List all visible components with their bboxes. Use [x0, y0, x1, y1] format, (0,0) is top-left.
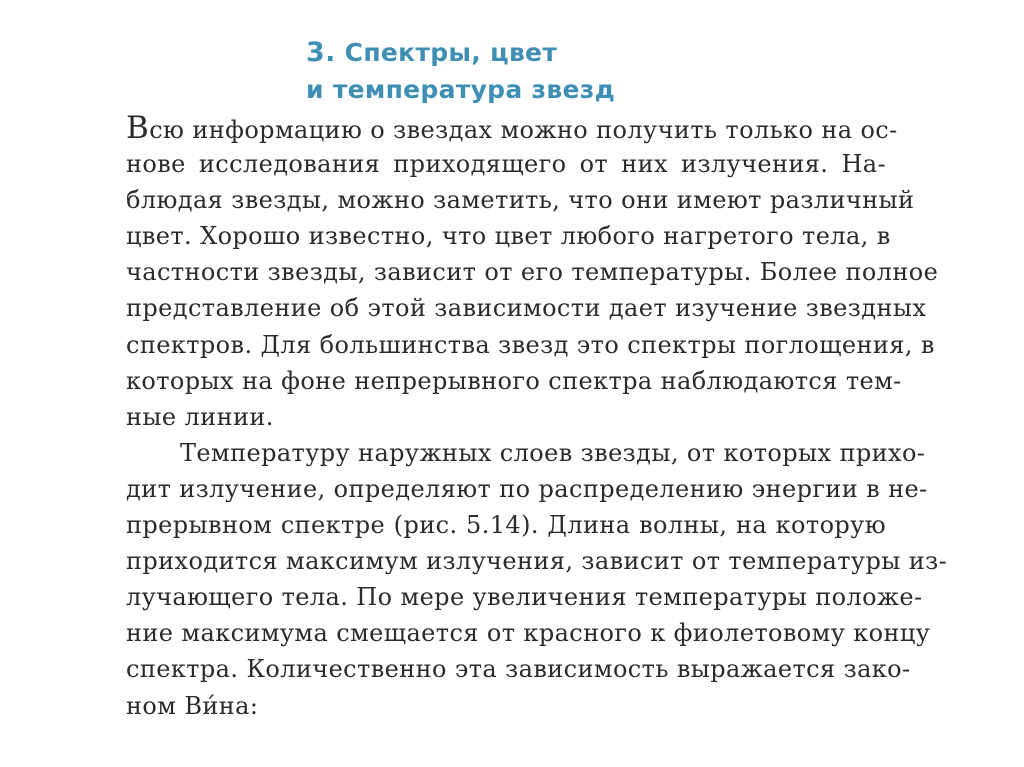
text-line: цвет. Хорошо известно, что цвет любого нагретого тела, в [126, 222, 891, 251]
text-line: блюдая звезды, можно заметить, что они имеют различный [126, 186, 915, 215]
text-line: которых на фоне непрерывного спектра наблюдаются тем- [126, 366, 902, 395]
text-line: ные линии. [126, 402, 274, 431]
text-line: нове исследования приходящего от них излучения. На- [126, 150, 886, 179]
section-title-line-2: и температура звезд [306, 75, 616, 104]
text-line: спектра. Количественно эта зависимость выражается зако- [126, 655, 911, 684]
paragraph-2 [126, 435, 948, 724]
text-line: прерывном спектре (рис. 5.14). Длина волны, на которую [126, 511, 886, 540]
section-number: 3. [306, 37, 336, 68]
body-text [126, 110, 948, 724]
text-line: Всю информацию о звездах можно получить только на ос- [126, 110, 898, 146]
text-line: ном Ви́на: [126, 691, 259, 720]
paragraph-1 [126, 110, 939, 435]
text-line: дит излучение, определяют по распределению энергии в не- [126, 474, 928, 503]
drop-cap: В [126, 110, 150, 146]
text-line: частности звезды, зависит от его температуры. Более полное [126, 258, 939, 287]
text-line: спектров. Для большинства звезд это спектры поглощения, в [126, 330, 935, 359]
section-title-line-1 [306, 34, 615, 71]
text-line: ние максимума смещается от красного к фиолетовому концу [126, 619, 931, 648]
text-line: Температуру наружных слоев звезды, от которых прихо- [180, 438, 926, 467]
text-line: приходится максимум излучения, зависит от температуры из- [126, 547, 948, 576]
text-line: лучающего тела. По мере увеличения температуры положе- [126, 583, 923, 612]
section-title-part-1: Спектры, цвет [344, 38, 558, 67]
text-line: представление об этой зависимости дает изучение звездных [126, 294, 927, 323]
section-heading [306, 34, 615, 108]
